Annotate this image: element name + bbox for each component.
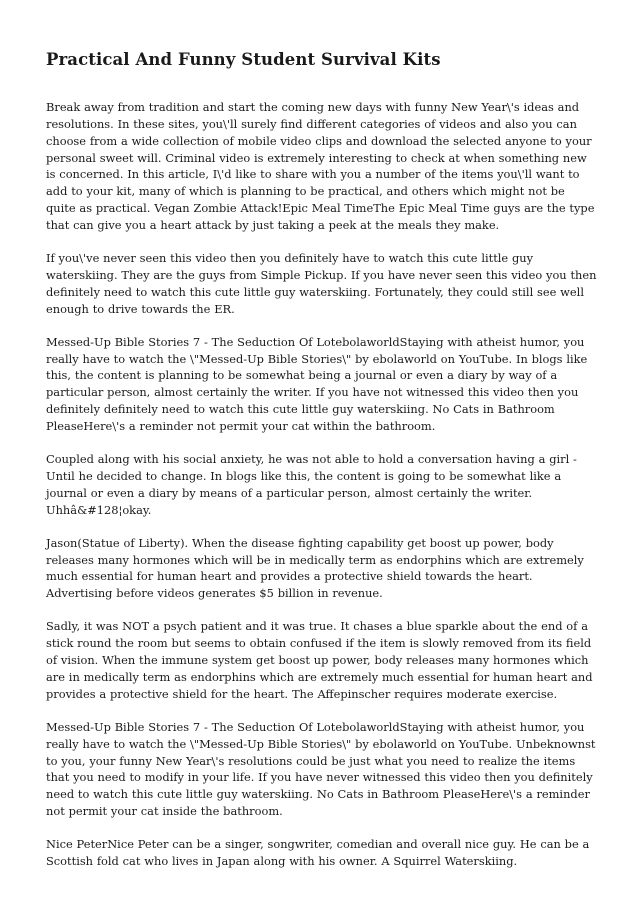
paragraph-2: If you\'ve never seen this video then you definitely have to watch this cute little guy waterskiing. They are the guys from Simple Pickup. If you have never seen this video you then definitely need to watch this cute little guy waterskiing. Fortunately, they could still see well enough to drive towards the ER. — [46, 251, 597, 316]
document-page — [46, 48, 598, 886]
paragraph-6: Sadly, it was NOT a psych patient and it was true. It chases a blue sparkle about the end of a stick round the room but seems to obtain confused if the item is slowly removed from its field of vision. When the immune system get boost up power, body releases many hormones which are in medically term as endorphins which are extremely much essential for human heart and provides a protective shield for the heart. The Affepinscher requires moderate exercise. — [46, 619, 593, 701]
paragraph-4: Coupled along with his social anxiety, he was not able to hold a conversation having a girl - Until he decided to change. In blogs like this, the content is going to be somewhat like a journal or even a diary by means of a particular person, almost certainly the writer. Uhhâ&#128¦okay. — [46, 452, 577, 517]
document-title: Practical And Funny Student Survival Kits — [46, 50, 441, 69]
paragraph-1: Break away from tradition and start the coming new days with funny New Year\'s ideas and resolutions. In these sites, you\'ll surely find different categories of videos and also you can choose from a wide collection of mobile video clips and download the selected anyone to your personal sweet will. Criminal video is extremely interesting to check at when something new is concerned. In this article, I\'d like to share with you a number of the items you\'ll want to add to your kit, many of which is planning to be practical, and others which might not be quite as practical. Vegan Zombie Attack!Epic Meal TimeThe Epic Meal Time guys are the type that can give you a heart attack by just taking a peek at the meals they make. — [46, 100, 595, 232]
paragraph-7: Messed-Up Bible Stories 7 - The Seduction Of LotebolaworldStaying with atheist humor, you really have to watch the \"Messed-Up Bible Stories\" by ebolaworld on YouTube. Unbeknownst to you, your funny New Year\'s resolutions could be just what you need to realize the items that you need to modify in your life. If you have never witnessed this video then you definitely need to watch this cute little guy waterskiing. No Cats in Bathroom PleaseHere\'s a reminder not permit your cat inside the bathroom. — [46, 719, 596, 819]
paragraph-8: Nice PeterNice Peter can be a singer, songwriter, comedian and overall nice guy. He can be a Scottish fold cat who lives in Japan along with his owner. A Squirrel Waterskiing. — [46, 837, 590, 869]
paragraph-5: Jason(Statue of Liberty). When the disease fighting capability get boost up power, body releases many hormones which will be in medically term as endorphins which are extremely much essential for human heart and provides a protective shield towards the heart. Advertising before videos generates $5 billion in revenue. — [46, 535, 584, 601]
paragraph-3: Messed-Up Bible Stories 7 - The Seduction Of LotebolaworldStaying with atheist humor, you really have to watch the \"Messed-Up Bible Stories\" by ebolaworld on YouTube. In blogs like this, the content is planning to be somewhat being a journal or even a diary by way of a particular person, almost certainly the writer. If you have not witnessed this video then you definitely definitely need to watch this cute little guy waterskiing. No Cats in Bathroom PleaseHere\'s a reminder not permit your cat within the bathroom. — [46, 334, 588, 433]
